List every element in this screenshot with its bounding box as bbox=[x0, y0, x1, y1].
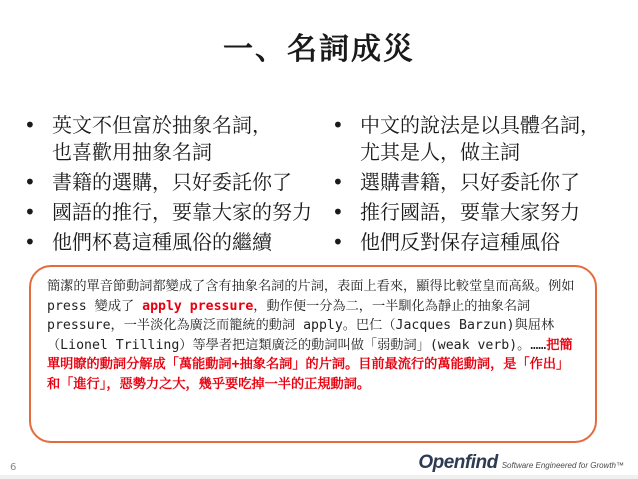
bullet-item bbox=[332, 169, 632, 196]
left-bullet-list bbox=[24, 112, 324, 259]
bullet-text: 推行國語，要靠大家努力 bbox=[360, 200, 580, 224]
brand-logo bbox=[418, 452, 624, 474]
bullet-text: 書籍的選購，只好委託你了 bbox=[52, 170, 292, 194]
bullet-dot: • bbox=[332, 170, 344, 194]
brand-logo-text: Openfind bbox=[418, 452, 498, 473]
bullet-dot: • bbox=[24, 113, 36, 137]
bullet-text: 中文的說法是以具體名詞， 尤其是人，做主詞 bbox=[360, 113, 600, 164]
bullet-text: 選購書籍，只好委託你了 bbox=[360, 170, 580, 194]
right-bullet-list bbox=[332, 112, 632, 259]
bullet-dot: • bbox=[332, 200, 344, 224]
bullet-dot: • bbox=[24, 230, 36, 254]
bullet-item bbox=[332, 199, 632, 226]
brand-tagline bbox=[502, 461, 624, 470]
callout-text-part1: 簡潔的單音節動詞都變成了含有抽象名詞的片詞，表面上看來，顯得比較堂皇而高級。例如 press 變成了 bbox=[47, 279, 575, 314]
brand-tagline-text: Software Engineered for Growth bbox=[501, 461, 616, 470]
slide-title: 一、名詞成災 bbox=[223, 32, 415, 67]
callout-text-part2: ，動作便一分為二，一半馴化為靜止的抽象名詞 pressure，一半淡化為廣泛而籠統的動詞 apply。巴仁（Jacques Barzun)與屈林（Lionel Trilling）等學者把這類廣泛的動詞叫做「弱動詞」(weak verb)。…… bbox=[47, 298, 555, 353]
bullet-item bbox=[24, 112, 324, 166]
bullet-dot: • bbox=[24, 170, 36, 194]
callout-highlight-conclusion: 把簡單明瞭的動詞分解成「萬能動詞+抽象名詞」的片詞。目前最流行的萬能動詞，是「作出」和「進行」，惡勢力之大，幾乎要吃掉一半的正規動詞。 bbox=[47, 337, 573, 392]
bullet-item bbox=[24, 199, 324, 226]
bullet-text: 國語的推行，要靠大家的努力 bbox=[52, 200, 312, 224]
page-number: 6 bbox=[10, 462, 17, 473]
bullet-text: 英文不但富於抽象名詞， 也喜歡用抽象名詞 bbox=[52, 113, 272, 164]
footer-bar bbox=[0, 475, 638, 479]
bullet-text: 他們杯葛這種風俗的繼續 bbox=[52, 230, 272, 254]
bullet-dot: • bbox=[332, 113, 344, 137]
bullet-item bbox=[332, 112, 632, 166]
trademark-mark: ™ bbox=[616, 461, 624, 470]
bullet-dot: • bbox=[332, 230, 344, 254]
bullet-item bbox=[24, 229, 324, 256]
quote-callout-box bbox=[29, 265, 597, 443]
bullet-item bbox=[332, 229, 632, 256]
bullet-text: 他們反對保存這種風俗 bbox=[360, 230, 560, 254]
callout-highlight-apply-pressure: apply pressure bbox=[142, 298, 254, 314]
bullet-dot: • bbox=[24, 200, 36, 224]
bullet-item bbox=[24, 169, 324, 196]
